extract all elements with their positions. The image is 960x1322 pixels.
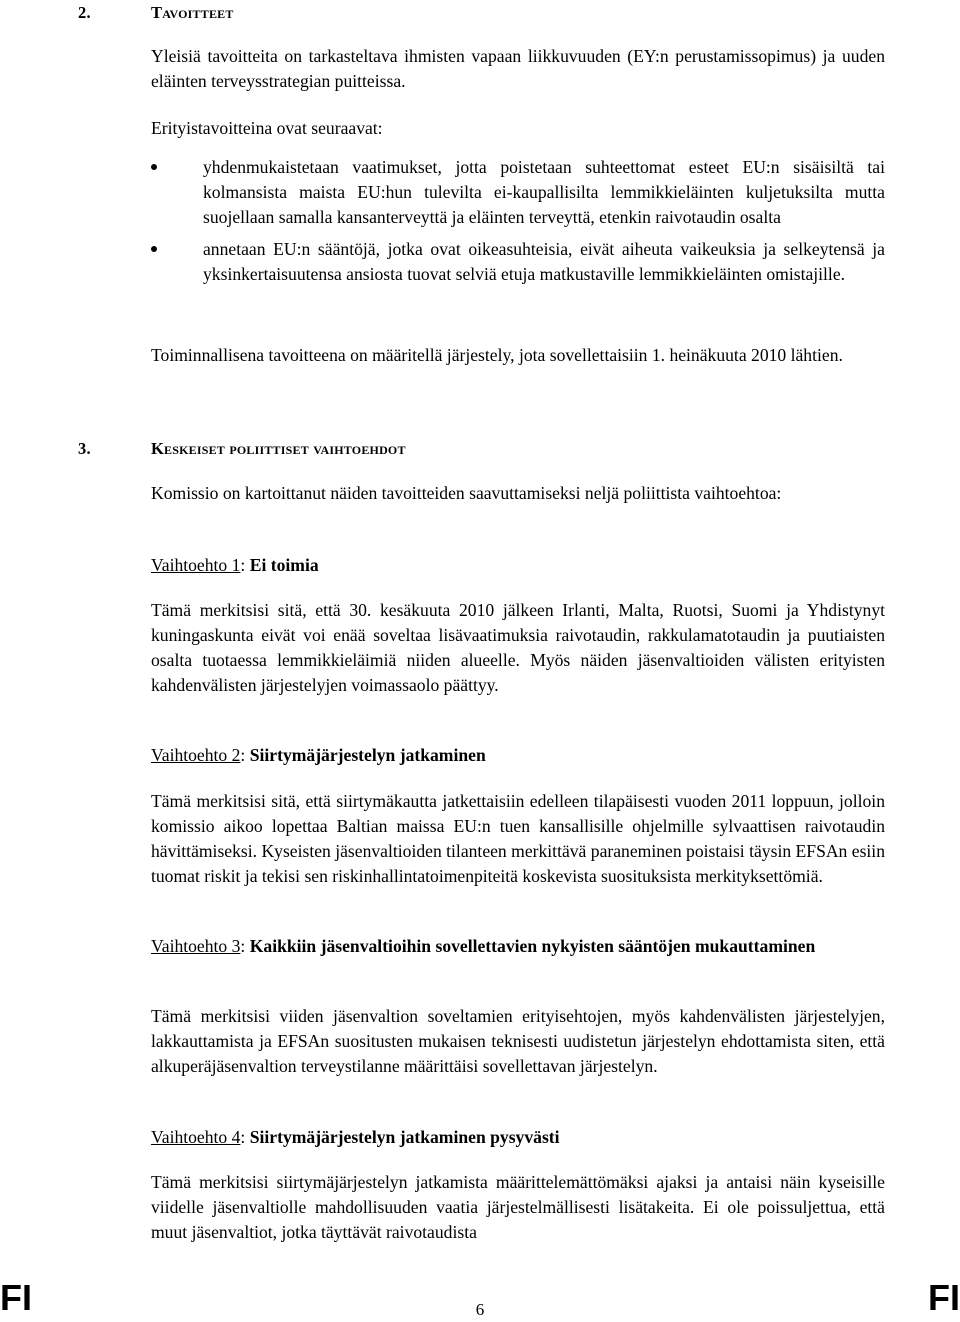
section-title: Keskeiset poliittiset vaihtoehdot	[151, 439, 406, 458]
specific-objectives-lead: Erityistavoitteina ovat seuraavat:	[151, 118, 383, 138]
option-label: Vaihtoehto 1	[151, 555, 241, 575]
objectives-bullet-list	[151, 155, 885, 287]
option-1-text: Tämä merkitsisi sitä, että 30. kesäkuuta 2010 jälkeen Irlanti, Malta, Ruotsi, Suomi ja Yhdistynyt kuningaskunta eivät voi enää soveltaa lisävaatimuksia raivotaudin, rakkulamatotaudin ja puutiaisten osalta tuotaessa lemmikkieläimiä niiden alueelle. Myös näiden jäsenvaltioiden välisten erityisten kahdenvälisten järjestelyjen voimassaolo päättyy.	[151, 600, 885, 695]
option-separator: :	[240, 936, 250, 956]
option-separator: :	[240, 1127, 250, 1147]
option-label: Vaihtoehto 4	[151, 1127, 241, 1147]
footer-language-right: FI	[928, 1277, 960, 1318]
section-number: 2.	[78, 3, 91, 22]
option-2-title	[151, 743, 885, 768]
options-intro: Komissio on kartoittanut näiden tavoitteiden saavuttamiseksi neljä poliittista vaihtoehtoa:	[151, 483, 782, 503]
option-1-title	[151, 553, 885, 578]
bullet-icon	[151, 246, 157, 252]
option-label: Vaihtoehto 2	[151, 745, 241, 765]
list-item	[151, 237, 885, 287]
option-label: Vaihtoehto 3	[151, 936, 241, 956]
option-4-text: Tämä merkitsisi siirtymäjärjestelyn jatkamista määrittelemättömäksi ajaksi ja antaisi näin kyseisille viidelle jäsenvaltiolle mahdollisuuden vaatia järjestelmällisesti lisätakeita. Ei ole poissuljettua, että muut jäsenvaltiot, jotka täyttävät raivotaudista	[151, 1172, 885, 1242]
list-item	[151, 155, 885, 230]
operational-objective: Toiminnallisena tavoitteena on määritellä järjestely, jota sovellettaisiin 1. heinäkuuta 2010 lähtien.	[151, 345, 843, 365]
option-2-text: Tämä merkitsisi sitä, että siirtymäkautta jatkettaisiin edelleen tilapäisesti vuoden 2011 loppuun, jolloin komissio aikoo lopettaa Baltian maissa EU:n tuen kansallisille ohjelmille sylvaattisen raivotaudin hävittämiseksi. Kyseisten jäsenvaltioiden tilanteen merkittävä paraneminen poistaisi täysin EFSAn esiin tuomat riskit ja tekisi sen riskinhallintatoimenpiteitä koskevista suosituksista merkityksettömiä.	[151, 791, 885, 886]
option-name: Siirtymäjärjestelyn jatkaminen	[249, 745, 486, 765]
section-title: Tavoitteet	[151, 3, 234, 22]
objectives-intro: Yleisiä tavoitteita on tarkasteltava ihmisten vapaan liikkuvuuden (EY:n perustamissopimus) ja uuden eläinten terveysstrategian puitteissa.	[151, 46, 885, 91]
section-number: 3.	[78, 439, 91, 458]
bullet-text: yhdenmukaistetaan vaatimukset, jotta poistetaan suhteettomat esteet EU:n sisäisiltä tai kolmansista maista EU:hun tulevilta ei-kaupallisilta lemmikkieläinten kuljetuksilta mutta suojellaan samalla kansanterveyttä ja eläinten terveyttä, etenkin raivotaudin osalta	[203, 157, 885, 227]
section-3-heading	[78, 436, 406, 461]
bullet-text: annetaan EU:n sääntöjä, jotka ovat oikeasuhteisia, eivät aiheuta vaikeuksia ja selkeytensä ja yksinkertaisuutensa ansiosta tuovat selviä etuja matkustaville lemmikkieläinten omistajille.	[203, 239, 885, 284]
option-name: Ei toimia	[249, 555, 319, 575]
option-3-text: Tämä merkitsisi viiden jäsenvaltion soveltamien erityisehtojen, myös kahdenvälisten järjestelyjen, lakkauttamista ja EFSAn suositusten mukaisen teknisesti uudistetun järjestelyn ehdottamista siten, että alkuperäjäsenvaltion terveystilanne määrittäisi sovellettavan järjestelyn.	[151, 1006, 885, 1076]
bullet-icon	[151, 164, 157, 170]
section-2-heading	[78, 0, 234, 25]
option-name: Kaikkiin jäsenvaltioihin sovellettavien nykyisten sääntöjen mukauttaminen	[249, 936, 816, 956]
option-separator: :	[240, 745, 250, 765]
option-4-title	[151, 1125, 885, 1150]
page-number: 6	[475, 1300, 485, 1319]
option-3-title	[151, 934, 885, 959]
option-separator: :	[240, 555, 250, 575]
option-name: Siirtymäjärjestelyn jatkaminen pysyvästi	[249, 1127, 560, 1147]
footer-language-left: FI	[0, 1277, 32, 1318]
